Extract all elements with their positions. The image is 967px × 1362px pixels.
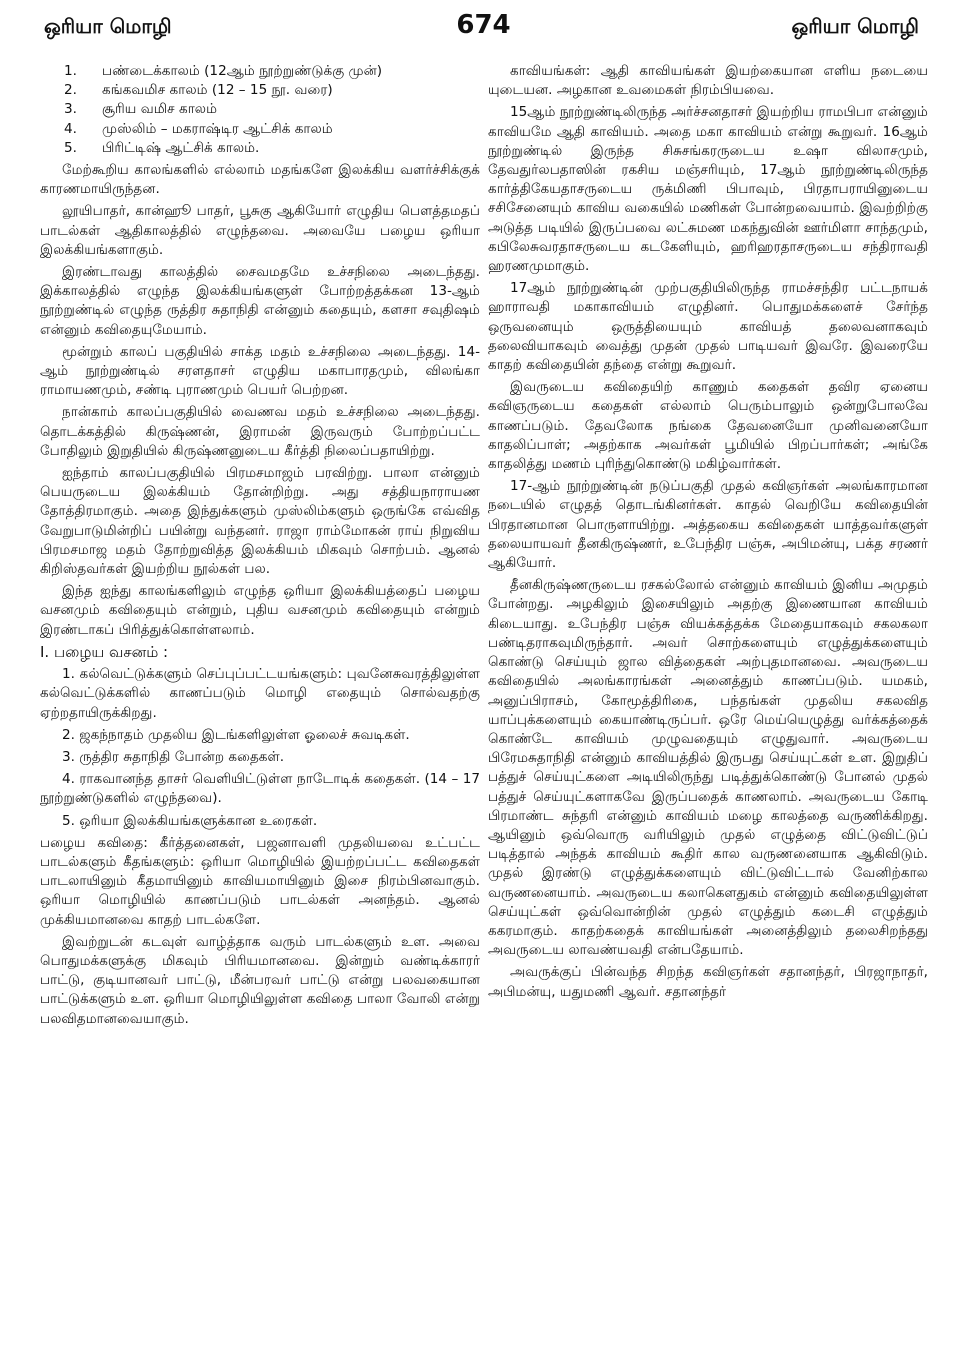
paragraph: 15ஆம் நூற்றுண்டிலிருந்த அர்ச்சனதாசர் இயற்றிய ராமபிபா என்னும் காவியமே ஆதி காவியம். அதை மகா காவியம் என்று கூறுவர். 16ஆம் நூற்றுண்டில் இருந்த சிசுசங்கரருடைய உஷா விலாசமும், தேவதுர்லபதாஸின் ரகசிய மஞ்சரியும், 17ஆம் நூற்றுண்டிலிருந்த கார்த்திகேயதாசருடைய ருக்மிணி பிபாவும், பிரதாபராயினுடைய சசிசேனையும் காவிய வகையில் மணிகள் போன்றவையாம். இவற்றிற்கு அடுத்த படியில் இருப்பவை லட்சுமண மகந்துவின் ஊர்மிளா சாந்தமும், கபிலேசுவரதாசருடைய கடகேளியும், ஹரிஹரதாசருடைய சந்திராவதி ஹரணமுமாகும்.: [488, 104, 928, 275]
paragraph: மூன்றும் காலப் பகுதியில் சாக்த மதம் உச்சநிலை அடைந்தது. 14-ஆம் நூற்றுண்டில் சரளதாசர் எழுதிய மகாபாரதமும், விலங்கா ராமாயணமும், சண்டி புராணமும் பெயர் பெற்றன.: [40, 343, 480, 399]
list-item: 1. பண்டைக்காலம் (12ஆம் நூற்றுண்டுக்கு முன்): [64, 63, 383, 79]
paragraph: இரண்டாவது காலத்தில் சைவமதமே உச்சநிலை அடைந்தது. இக்காலத்தில் எழுந்த இலக்கியங்களுள் போற்றத்தக்கன 13-ஆம் நூற்றுண்டில் எழுந்த ருத்திர சுதாநிதி என்னும் கதையும், களசா சவுதிஷம் என்னும் கவிதையுமேயாம்.: [40, 264, 480, 338]
list-item: 3. சூரிய வமிச காலம்: [64, 101, 218, 118]
prose-item: 4. ராகவானந்த தாசர் வெளியிட்டுள்ள நாடோடிக் கதைகள். (14 – 17 நூற்றுண்டுகளில் எழுந்தவை).: [40, 771, 480, 807]
period-list: [40, 62, 480, 158]
old-poetry-paragraph: பழைய கவிதை: கீர்த்தனைகள், பஜனாவளி முதலியவை உட்பட்ட பாடல்களும் கீதங்களும்: ஒரியா மொழியில் இயற்றப்பட்ட கவிதைகள் பாடலாயினும் கீதமாயினும் காவியமாயினும் இசை நிரம்பினவாகும். ஒரியா மொழியில் காணப்படும் பாடல்கள் அனந்தம். ஆனல் முக்கியமானவை காதற் பாடல்களே.: [40, 834, 480, 928]
paragraph: இவற்றுடன் கடவுள் வாழ்த்தாக வரும் பாடல்களும் உள. அவை பொதுமக்களுக்கு மிகவும் பிரியமானவை. இன்றும் வண்டிக்காரர் பாட்டு, குடியானவர் பாட்டு, மீன்பரவர் பாட்டு என்று பலவகையான பாட்டுக்களும் உள. ஒரியா மொழியிலுள்ள கவிதை பாலா வோலி என்று பலவிதமானவையாகும்.: [40, 933, 480, 1027]
prose-item: 2. ஜகந்நாதம் முதலிய இடங்களிலுள்ள ஓலைச் சுவடிகள்.: [62, 726, 410, 743]
list-item: 2. கங்கவமிச காலம் (12 – 15 நூ. வரை): [64, 82, 333, 99]
left-column: [40, 62, 480, 1032]
paragraph: இவருடைய கவிதையிற் காணும் கதைகள் தவிர ஏனைய கவிஞருடைய கதைகள் எல்லாம் பெரும்பாலும் ஒன்றுபோலவே காணப்படும். தேவலோக நங்கை தேவனையோ முனிவனையோ காதலிப்பாள்; அதற்காக அவர்கள் பூமியில் பிறப்பார்கள்; அங்கே காதலித்து மணம் புரிந்துகொண்டு மகிழ்வார்கள்.: [488, 379, 928, 473]
running-header-right: ஒரியா மொழி: [791, 14, 919, 38]
paragraph: காவியங்கள்: ஆதி காவியங்கள் இயற்கையான எளிய நடையை யுடையன. அழகான உவமைகள் நிரம்பியவை.: [488, 63, 928, 99]
paragraph: தீனகிருஷ்ணருடைய ரசகல்லோல் என்னும் காவியம் இனிய அமுதம் போன்றது. அழகிலும் இசையிலும் அதற்கு இணையான காவியம் கிடையாது. உபேந்திர பஞ்சு வியக்கத்தக்க மேதையாகவும் சகலகலா பண்டிதராகவுமிருந்தார். அவர் சொற்களையும் எழுத்துக்களையும் கொண்டு செய்யும் ஜால வித்தைகள் அற்புதமானவை. அவருடைய கவிதையில் அலங்காரங்கள் அனைத்தும் காணப்படும். யமகம், அனுப்பிராசம், கோமூத்திரிகை, பந்தங்கள் முதலிய சகலவித யாப்புக்களையும் கையாண்டிருப்பர். ஒரே மெய்யெழுத்து வர்க்கத்தைக் கொண்டே காவியம் முழுவதையும் எழுதுவார். அவருடைய பிரேமசுதாநிதி என்னும் காவியத்தில் இருபது செய்யுட்கள் உள. இறுதிப் பத்துச் செய்யுட்களை அடியிலிருந்து படித்துக்கொண்டு போனல் முதல் பத்துச் செய்யுட்களாகவே இருப்பதைக் காணலாம். அவருடைய கோடி பிரமாண்ட சுந்தரி என்னும் காவியம் மழை காலத்தை வருணிக்கிறது. ஆயினும் ஒவ்வொரு வரியிலும் முதல் எழுத்தை விட்டுவிட்டுப் படித்தால் அந்தக் காவியம் கூதிர் கால வருணனையாக ஆகிவிடும். முதல் இரண்டு எழுத்துக்களையும் விட்டுவிட்டால் வேனிற்கால வருணனையாம். அவருடைய கலாகௌதுகம் என்னும் கவிதையிலுள்ள செய்யுட்கள் ஒவ்வொன்றின் முதல் எழுத்தும் கடைசி எழுத்தும் ககரமாகும். காதற்கதைக் காவியங்கள் அனைத்திலும் தலைசிறந்தது அவருடைய லாவண்யவதி என்பதேயாம்.: [488, 577, 928, 959]
paragraph: 17ஆம் நூற்றுண்டின் முற்பகுதியிலிருந்த ராமச்சந்திர பட்டநாயக் ஹாராவதி மகாகாவியம் எழுதினர். பொதுமக்களைச் சேர்ந்த ஒருவனையும் ஒருத்தியையும் காவியத் தலைவனாகவும் தலைவியாகவும் வைத்து முதன் முதல் பாடியவர் இவரே. இவரையே காதற் கவிதையின் தந்தை என்று கூறுவர்.: [488, 280, 928, 374]
paragraph: நான்காம் காலப்பகுதியில் வைணவ மதம் உச்சநிலை அடைந்தது. தொடக்கத்தில் கிருஷ்ணன், இராமன் இருவரும் போற்றப்பட்ட போதிலும் இறுதியில் கிருஷ்ணனுடைய கீர்த்தி நிலைப்பதாயிற்று.: [40, 404, 480, 459]
section-heading: I. பழைய வசனம் :: [40, 642, 169, 661]
running-header-left: ஒரியா மொழி: [44, 14, 172, 38]
prose-item: 1. கல்வெட்டுக்களும் செப்புப்பட்டயங்களும்: புவனேசுவரத்திலுள்ள கல்வெட்டுக்களில் காணப்படும் மொழி எதையும் சொல்வதற்கு ஏற்றதாயிருக்கிறது.: [40, 666, 480, 721]
paragraph: லூயிபாதர், கான்ஹூ பாதர், பூசுகு ஆகியோர் எழுதிய பௌத்தமதப் பாடல்கள் ஆதிகாலத்தில் எழுந்தவை. அவையே பழைய ஒரியா இலக்கியங்களாகும்.: [40, 203, 480, 258]
paragraph: ஐந்தாம் காலப்பகுதியில் பிரமசமாஜம் பரவிற்று. பாலா என்னும் பெயருடைய இலக்கியம் தோன்றிற்று. அது சத்தியநாராயண தோத்திரமாகும். அதை இந்துக்களும் முஸ்லிம்களும் ஒருங்கே எவ்வித வேறுபாடுமின்றிப் பயின்று வந்தனர். ராஜா ராம்மோகன் ராய் நிறுவிய பிரமசமாஜ மதம் தோற்றுவித்த இலக்கியம் மிகவும் சொற்பம். ஆனல் கிறிஸ்தவர்கள் இயற்றிய நூல்கள் பல.: [40, 465, 480, 578]
paragraph: இந்த ஐந்து காலங்களிலும் எழுந்த ஒரியா இலக்கியத்தைப் பழைய வசனமும் கவிதையும் என்றும், புதிய வசனமும் கவிதையும் என்றும் இரண்டாகப் பிரித்துக்கொள்ளலாம்.: [40, 583, 480, 638]
prose-item: 5. ஒரியா இலக்கியங்களுக்கான உரைகள்.: [62, 812, 318, 829]
prose-item: 3. ருத்திர சுதாநிதி போன்ற கதைகள்.: [62, 748, 285, 765]
page-number: 674: [456, 10, 511, 40]
right-column: [488, 62, 928, 1005]
paragraph: அவருக்குப் பின்வந்த சிறந்த கவிஞர்கள் சதானந்தர், பிரஜாநாதர், அபிமன்யு, யதுமணி ஆவர். சதானந்தர்: [488, 964, 928, 1000]
paragraph: மேற்கூறிய காலங்களில் எல்லாம் மதங்களே இலக்கிய வளர்ச்சிக்குக் காரணமாயிருந்தன.: [40, 162, 480, 198]
list-item: 5. பிரிட்டிஷ் ஆட்சிக் காலம்.: [64, 139, 260, 156]
list-item: 4. முஸ்லிம் – மகராஷ்டிர ஆட்சிக் காலம்: [64, 120, 333, 137]
paragraph: 17-ஆம் நூற்றுண்டின் நடுப்பகுதி முதல் கவிஞர்கள் அலங்காரமான நடையில் எழுதத் தொடங்கினர்கள். காதல் வெறியே கவிதையின் பிரதானமான பொருளாயிற்று. அத்தகைய கவிதைகள் யாத்தவர்களுள் தலையாயவர் தீனகிருஷ்ணர், உபேந்திர பஞ்சு, அபிமன்யு, பக்த சரணர் ஆகியோர்.: [488, 478, 928, 572]
